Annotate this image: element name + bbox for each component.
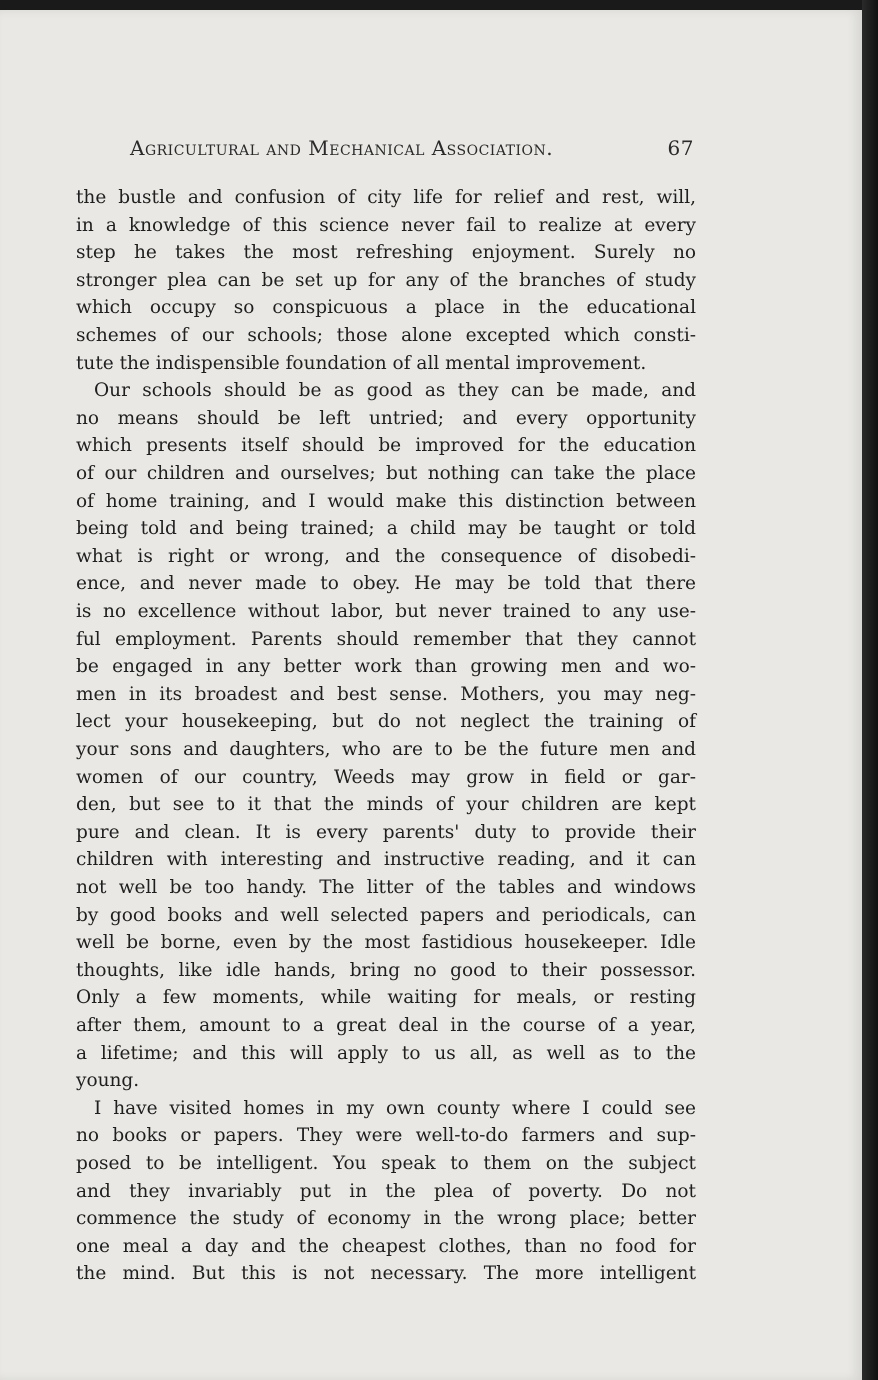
text-line: a lifetime; and this will apply to us all, as well as to the xyxy=(76,1042,696,1064)
text-line: which occupy so conspicuous a place in the educational xyxy=(76,297,696,319)
text-line: being told and being trained; a child may be taught or told xyxy=(76,518,696,540)
text-line: what is right or wrong, and the consequence of disobedi- xyxy=(76,545,696,567)
running-title: Agricultural and Mechanical Association. xyxy=(130,136,554,160)
text-line: of home training, and I would make this distinction between xyxy=(76,490,696,512)
text-line: I have visited homes in my own county where I could see xyxy=(94,1097,696,1119)
text-line: the bustle and confusion of city life for relief and rest, will, xyxy=(76,187,696,208)
text-line: which presents itself should be improved for the education xyxy=(76,435,696,457)
text-line: men in its broadest and best sense. Mothers, you may neg- xyxy=(76,683,696,705)
text-line: children with interesting and instructive reading, and it can xyxy=(76,849,696,871)
text-line: posed to be intelligent. You speak to them on the subject xyxy=(76,1153,696,1174)
text-line: be engaged in any better work than growing men and wo- xyxy=(76,656,696,678)
text-line: the mind. But this is not necessary. The more intelligent xyxy=(76,1263,696,1285)
text-line: your sons and daughters, who are to be the future men and xyxy=(76,739,696,760)
text-line: Our schools should be as good as they can be made, and xyxy=(94,380,696,402)
text-line: women of our country, Weeds may grow in field or gar- xyxy=(76,766,696,788)
text-line: is no excellence without labor, but never trained to any use- xyxy=(76,601,696,622)
text-line: ence, and never made to obey. He may be told that there xyxy=(76,573,696,595)
text-line: well be borne, even by the most fastidious housekeeper. Idle xyxy=(76,932,696,954)
text-line: lect your housekeeping, but do not neglect the training of xyxy=(76,711,696,733)
text-line: schemes of our schools; those alone excepted which consti- xyxy=(76,325,696,346)
text-line: by good books and well selected papers and periodicals, can xyxy=(76,904,696,926)
text-line: commence the study of economy in the wrong place; better xyxy=(76,1208,696,1230)
text-line: stronger plea can be set up for any of the branches of study xyxy=(76,269,696,291)
text-line: step he takes the most refreshing enjoyment. Surely no xyxy=(76,242,696,264)
text-line: one meal a day and the cheapest clothes, than no food for xyxy=(76,1235,696,1257)
text-line: ful employment. Parents should remember that they cannot xyxy=(76,628,696,650)
text-line: of our children and ourselves; but nothing can take the place xyxy=(76,463,696,484)
text-line: and they invariably put in the plea of poverty. Do not xyxy=(76,1180,696,1202)
text-line: thoughts, like idle hands, bring no good to their possessor. xyxy=(76,959,696,981)
page-edge xyxy=(862,0,878,1380)
text-line: den, but see to it that the minds of your children are kept xyxy=(76,794,696,816)
text-line: in a knowledge of this science never fail to realize at every xyxy=(76,214,696,236)
running-header xyxy=(130,136,694,166)
page-number: 67 xyxy=(667,136,694,160)
text-line: no means should be left untried; and every opportunity xyxy=(76,407,696,429)
text-line: young. xyxy=(76,1070,140,1092)
text-line: Only a few moments, while waiting for meals, or resting xyxy=(76,987,696,1009)
text-line: no books or papers. They were well-to-do farmers and sup- xyxy=(76,1125,696,1147)
text-line: tute the indispensible foundation of all mental improvement. xyxy=(76,352,647,374)
text-line: pure and clean. It is every parents' duty to provide their xyxy=(76,821,696,843)
text-line: after them, amount to a great deal in the course of a year, xyxy=(76,1015,696,1036)
text-line: not well be too handy. The litter of the tables and windows xyxy=(76,877,696,898)
